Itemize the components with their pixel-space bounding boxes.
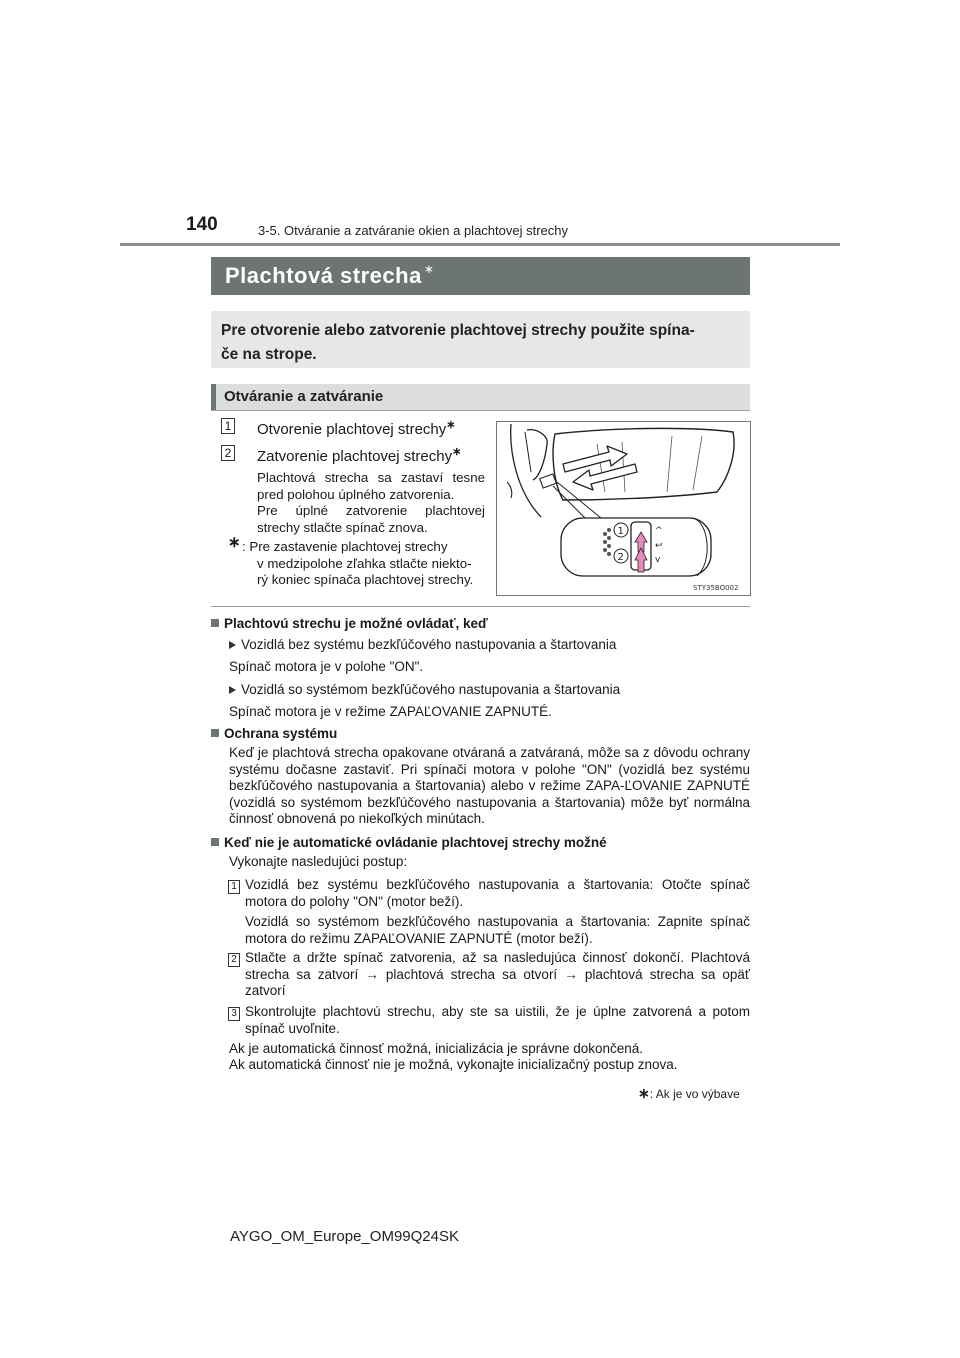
inline-footnote-text [242, 539, 486, 589]
step-1-line-2: Vozidlá so systémom bezkľúčového nastupovania a štartovania: Zapnite spínač motora do režimu ZAPAĽOVANIE ZAPNUTÉ (motor beží). [245, 914, 750, 946]
step-number-2: 2 [228, 953, 240, 967]
page-footnote-text: : Ak je vo výbave [649, 1087, 740, 1101]
content-divider [211, 606, 750, 607]
illustration-drawing [497, 422, 750, 595]
operable-variant-1-label: Vozidlá bez systému bezkľúčového nastupovania a štartovania [241, 637, 617, 652]
square-bullet-icon [211, 838, 219, 846]
item-number-1: 1 [221, 418, 235, 434]
operable-heading [211, 616, 488, 631]
operable-variant-2-label: Vozidlá so systémom bezkľúčového nastupovania a štartovania [241, 682, 621, 697]
item-open-asterisk: ∗ [446, 419, 456, 431]
step-number-3: 3 [228, 1007, 240, 1021]
closing-line-2: Ak automatická činnosť nie je možná, vykonajte inicializačný postup znova. [229, 1057, 678, 1072]
item-number-2: 2 [221, 445, 235, 461]
step-1-line-1: Vozidlá bez systému bezkľúčového nastupovania a štartovania: Otočte spínač motora do polohy "ON" (motor beží). [245, 877, 750, 909]
step-3-line-1: Skontrolujte plachtovú strechu, aby ste sa uistili, že je úplne zatvorená a potom spínač uvoľnite. [245, 1004, 750, 1036]
item-open-label: Otvorenie plachtovej strechy [257, 421, 447, 438]
inline-footnote-line-2: v medzipolohe zľahka stlačte niekto- [257, 555, 472, 571]
title-asterisk: ∗ [423, 262, 435, 276]
operable-variant-2-text: Spínač motora je v režime ZAPAĽOVANIE ZAPNUTÉ. [229, 704, 552, 719]
item-close [257, 445, 461, 465]
subsection-accent [211, 384, 216, 411]
operable-variant-1-text: Spínač motora je v polohe "ON". [229, 659, 424, 674]
header-divider [120, 243, 840, 246]
protection-text: Keď je plachtová strecha opakovane otváraná a zatváraná, môže sa z dôvodu ochrany systému dočasne zastaviť. Pri spínači motora v polohe "ON" (vozidlá bez systému bezkľúčového nastupovania a štartovania) alebo v režime ZAPA-ĽOVANIE ZAPNUTÉ (vozidlá so systémom bezkľúčového nastupovania a štartovania) môže byť normálna činnosť obnovená po niekoľkých minútach. [229, 745, 750, 826]
auto-heading [211, 835, 607, 850]
item-close-note-1: Plachtová strecha sa zastaví tesne pred polohou úplného zatvorenia. [257, 470, 485, 502]
page-footnote [638, 1085, 740, 1102]
item-open [257, 418, 455, 438]
intro-box [211, 311, 750, 368]
illustration-callout-2: 2 [617, 552, 624, 563]
step-number-1: 1 [228, 880, 240, 894]
inline-footnote-asterisk: ∗ [228, 534, 241, 551]
intro-line-2: če na strope. [221, 346, 317, 363]
inline-footnote-line-1: : Pre zastavenie plachtovej strechy [242, 539, 448, 554]
page-title [225, 262, 434, 289]
auto-heading-text: Keď nie je automatické ovládanie plachtovej strechy možné [224, 835, 607, 850]
svg-text:^: ^ [655, 526, 663, 536]
item-close-note-2: Pre úplné zatvorenie plachtovej strechy stlačte spínač znova. [257, 503, 485, 535]
page-footnote-asterisk: ∗ [638, 1085, 650, 1101]
subsection-bar [211, 384, 750, 411]
square-bullet-icon [211, 619, 219, 627]
document-footer: AYGO_OM_Europe_OM99Q24SK [230, 1228, 459, 1245]
item-close-asterisk: ∗ [452, 446, 462, 458]
operable-variant-2 [229, 682, 620, 699]
item-close-label: Zatvorenie plachtovej strechy [257, 448, 453, 465]
svg-text:↩: ↩ [655, 541, 663, 551]
illustration-callout-1: 1 [617, 526, 624, 537]
square-bullet-icon [211, 729, 219, 737]
triangle-bullet-icon [229, 686, 236, 694]
intro-line-1: Pre otvorenie alebo zatvorenie plachtovej strechy použite spína- [221, 322, 695, 339]
step-2-line-1: Stlačte a držte spínač zatvorenia, až sa nasledujúca činnosť dokončí. Plachtová strecha sa zatvorí → plachtová strecha sa otvorí → plachtová strecha sa opäť zatvorí [245, 950, 750, 998]
subsection-divider [211, 410, 750, 411]
page-title-bar [211, 257, 750, 295]
triangle-bullet-icon [229, 641, 236, 649]
page-title-label: Plachtová strecha [225, 263, 422, 288]
illustration-code: STY35BO002 [693, 584, 739, 592]
protection-heading-text: Ochrana systému [224, 726, 338, 741]
subsection-title: Otváranie a zatváranie [224, 388, 384, 405]
intro-text [221, 319, 743, 367]
page-number: 140 [186, 214, 218, 235]
roof-switch-illustration [496, 421, 751, 596]
operable-heading-text: Plachtovú strechu je možné ovládať, keď [224, 616, 488, 631]
inline-footnote-line-3: rý koniec spínača plachtovej strechy. [257, 572, 474, 587]
auto-lead: Vykonajte nasledujúci postup: [229, 854, 408, 869]
closing-line-1: Ak je automatická činnosť možná, inicializácia je správne dokončená. [229, 1041, 644, 1056]
svg-text:v: v [655, 555, 661, 565]
section-title: 3-5. Otváranie a zatváranie okien a plachtovej strechy [258, 223, 569, 238]
protection-heading [211, 726, 337, 741]
operable-variant-1 [229, 637, 616, 654]
